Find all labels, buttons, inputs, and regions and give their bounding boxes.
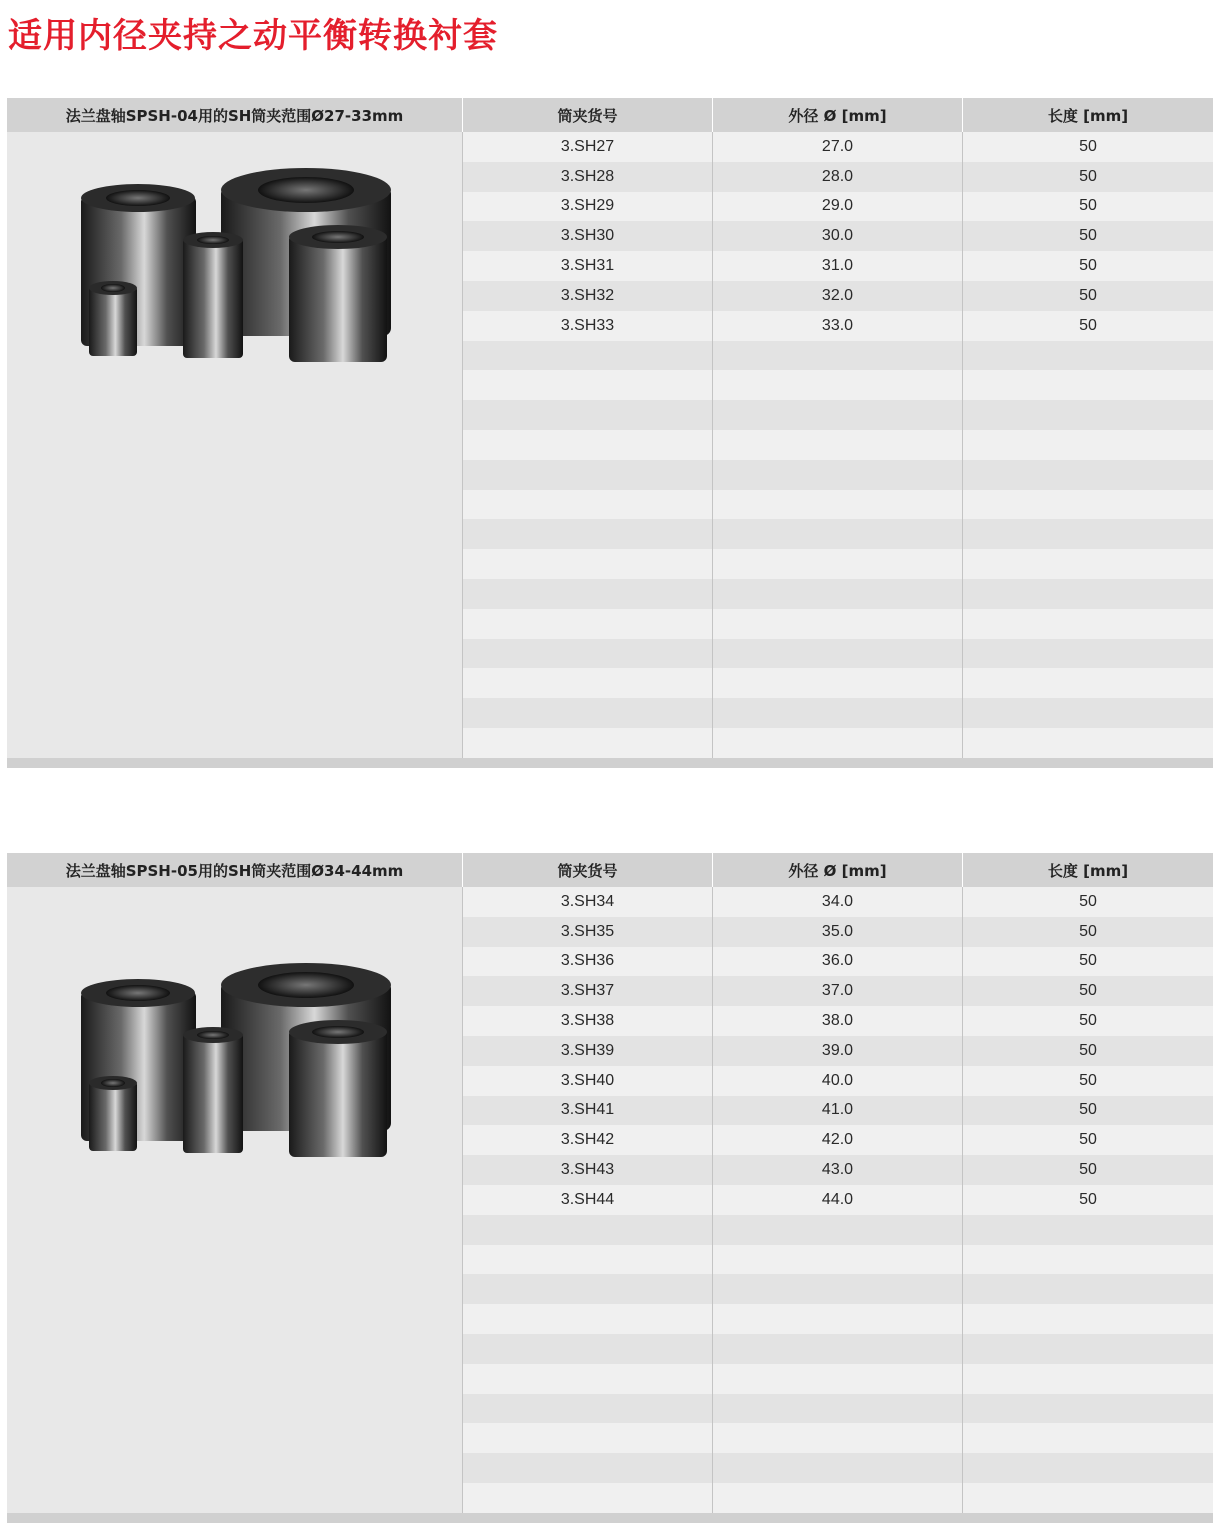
cell-outer-dia <box>713 1334 963 1364</box>
cell-length <box>963 341 1213 371</box>
cell-length <box>963 728 1213 758</box>
cell-outer-dia <box>713 1483 963 1513</box>
table-body <box>463 887 1213 1513</box>
cell-length <box>963 370 1213 400</box>
cell-length <box>963 579 1213 609</box>
cell-part-no <box>463 1304 713 1334</box>
table-row <box>463 192 1213 222</box>
cell-outer-dia: 35.0 <box>713 917 963 947</box>
cell-part-no <box>463 1483 713 1513</box>
cell-length <box>963 1453 1213 1483</box>
cell-part-no <box>463 519 713 549</box>
cell-part-no: 3.SH32 <box>463 281 713 311</box>
cell-part-no <box>463 1334 713 1364</box>
cell-outer-dia: 43.0 <box>713 1155 963 1185</box>
cell-length: 50 <box>1079 1190 1097 1208</box>
table-row <box>463 490 1213 520</box>
cell-part-no <box>463 1423 713 1453</box>
cell-length <box>963 698 1213 728</box>
table-row <box>463 430 1213 460</box>
cell-part-no <box>463 430 713 460</box>
table-row <box>463 1036 1213 1066</box>
table-row <box>463 221 1213 251</box>
cell-part-no: 3.SH42 <box>463 1125 713 1155</box>
collet-sleeves-image <box>71 961 401 1161</box>
cell-length: 50 <box>1079 1012 1097 1030</box>
table-row <box>463 579 1213 609</box>
table-row <box>463 1453 1213 1483</box>
cell-part-no <box>463 1245 713 1275</box>
cell-part-no: 3.SH41 <box>463 1096 713 1126</box>
cell-length <box>963 609 1213 639</box>
cell-length: 50 <box>1079 286 1097 304</box>
cell-length <box>963 549 1213 579</box>
table-row <box>463 281 1213 311</box>
table-row <box>463 162 1213 192</box>
cell-length <box>963 430 1213 460</box>
cell-part-no <box>463 728 713 758</box>
cell-outer-dia: 40.0 <box>713 1066 963 1096</box>
cell-part-no: 3.SH44 <box>463 1185 713 1215</box>
cell-part-no: 3.SH28 <box>463 162 713 192</box>
cell-outer-dia: 27.0 <box>713 132 963 162</box>
table-row <box>463 519 1213 549</box>
cell-length <box>963 1215 1213 1245</box>
table-row <box>463 1364 1213 1394</box>
table-row <box>463 887 1213 917</box>
cell-length <box>963 639 1213 669</box>
table-section-1 <box>7 98 1213 768</box>
cell-outer-dia <box>713 1423 963 1453</box>
cell-part-no: 3.SH29 <box>463 192 713 222</box>
table-row <box>463 698 1213 728</box>
cell-part-no: 3.SH35 <box>463 917 713 947</box>
table-footer-bar <box>7 758 1213 768</box>
cell-outer-dia <box>713 549 963 579</box>
cell-length <box>963 1394 1213 1424</box>
table-row <box>463 976 1213 1006</box>
cell-outer-dia <box>713 668 963 698</box>
table-row <box>463 1125 1213 1155</box>
cell-length <box>963 460 1213 490</box>
cell-length <box>963 1304 1213 1334</box>
cell-length <box>963 519 1213 549</box>
cell-length: 50 <box>1079 982 1097 1000</box>
table-row <box>463 1274 1213 1304</box>
table-row <box>463 1066 1213 1096</box>
cell-length: 50 <box>1079 167 1097 185</box>
cell-outer-dia: 42.0 <box>713 1125 963 1155</box>
cell-outer-dia <box>713 1364 963 1394</box>
cell-length: 50 <box>1079 227 1097 245</box>
image-cell <box>7 887 463 1513</box>
cell-outer-dia <box>713 460 963 490</box>
cell-outer-dia: 38.0 <box>713 1006 963 1036</box>
cell-outer-dia: 29.0 <box>713 192 963 222</box>
cell-part-no <box>463 1364 713 1394</box>
cell-length: 50 <box>1079 892 1097 910</box>
cell-outer-dia: 34.0 <box>713 887 963 917</box>
cell-outer-dia <box>713 609 963 639</box>
table-section-2 <box>7 853 1213 1523</box>
cell-part-no <box>463 1215 713 1245</box>
cell-part-no: 3.SH33 <box>463 311 713 341</box>
cell-length <box>963 1334 1213 1364</box>
cell-length <box>963 1274 1213 1304</box>
table-row <box>463 1334 1213 1364</box>
cell-outer-dia <box>713 579 963 609</box>
cell-part-no: 3.SH37 <box>463 976 713 1006</box>
cell-part-no <box>463 490 713 520</box>
table-row <box>463 1483 1213 1513</box>
cell-part-no: 3.SH27 <box>463 132 713 162</box>
cell-outer-dia: 28.0 <box>713 162 963 192</box>
cell-part-no <box>463 1394 713 1424</box>
table-row <box>463 917 1213 947</box>
cell-outer-dia: 33.0 <box>713 311 963 341</box>
table-row <box>463 1215 1213 1245</box>
cell-length <box>963 1423 1213 1453</box>
cell-part-no: 3.SH38 <box>463 1006 713 1036</box>
page-title: 适用内径夹持之动平衡转换衬套 <box>8 16 498 56</box>
cell-length <box>963 668 1213 698</box>
cell-outer-dia: 30.0 <box>713 221 963 251</box>
table-header <box>7 98 1213 132</box>
cell-outer-dia <box>713 430 963 460</box>
cell-part-no <box>463 668 713 698</box>
cell-length: 50 <box>1079 1041 1097 1059</box>
cell-outer-dia: 36.0 <box>713 947 963 977</box>
cell-length: 50 <box>1079 1071 1097 1089</box>
cell-length: 50 <box>1079 137 1097 155</box>
cell-outer-dia <box>713 400 963 430</box>
table-row <box>463 639 1213 669</box>
cell-outer-dia <box>713 1394 963 1424</box>
col-header-part-no: 筒夹货号 <box>463 98 713 132</box>
table-row <box>463 132 1213 162</box>
cell-outer-dia <box>713 490 963 520</box>
table-row <box>463 370 1213 400</box>
cell-part-no <box>463 698 713 728</box>
col-header-length: 长度 [mm] <box>1047 106 1129 125</box>
table-row <box>463 728 1213 758</box>
table-row <box>463 251 1213 281</box>
table-header <box>7 853 1213 887</box>
cell-part-no: 3.SH30 <box>463 221 713 251</box>
cell-length <box>963 1245 1213 1275</box>
table-row <box>463 311 1213 341</box>
cell-part-no: 3.SH40 <box>463 1066 713 1096</box>
cell-length <box>963 1364 1213 1394</box>
cell-part-no <box>463 400 713 430</box>
table-row <box>463 341 1213 371</box>
col-header-part-no: 筒夹货号 <box>463 853 713 887</box>
table-row <box>463 1245 1213 1275</box>
cell-length: 50 <box>1079 316 1097 334</box>
col-header-outer-dia: 外径 Ø [mm] <box>713 853 963 887</box>
table-row <box>463 609 1213 639</box>
cell-outer-dia <box>713 519 963 549</box>
collet-sleeves-image <box>71 166 401 366</box>
section-title: 法兰盘轴SPSH-04用的SH筒夹范围Ø27-33mm <box>7 98 463 132</box>
cell-part-no: 3.SH43 <box>463 1155 713 1185</box>
cell-length: 50 <box>1079 952 1097 970</box>
cell-outer-dia <box>713 1215 963 1245</box>
cell-outer-dia <box>713 1245 963 1275</box>
table-row <box>463 1185 1213 1215</box>
image-cell <box>7 132 463 758</box>
cell-outer-dia <box>713 341 963 371</box>
cell-length: 50 <box>1079 257 1097 275</box>
cell-outer-dia <box>713 1453 963 1483</box>
cell-outer-dia: 31.0 <box>713 251 963 281</box>
cell-part-no <box>463 579 713 609</box>
cell-part-no: 3.SH31 <box>463 251 713 281</box>
table-row <box>463 1304 1213 1334</box>
table-row <box>463 1155 1213 1185</box>
cell-outer-dia <box>713 639 963 669</box>
cell-length: 50 <box>1079 197 1097 215</box>
col-header-length: 长度 [mm] <box>1047 861 1129 880</box>
cell-length: 50 <box>1079 922 1097 940</box>
cell-part-no: 3.SH34 <box>463 887 713 917</box>
cell-outer-dia <box>713 370 963 400</box>
table-row <box>463 668 1213 698</box>
cell-part-no: 3.SH36 <box>463 947 713 977</box>
section-title: 法兰盘轴SPSH-05用的SH筒夹范围Ø34-44mm <box>7 853 463 887</box>
cell-part-no <box>463 460 713 490</box>
table-row <box>463 1006 1213 1036</box>
cell-length: 50 <box>1079 1131 1097 1149</box>
cell-outer-dia <box>713 698 963 728</box>
table-row <box>463 1394 1213 1424</box>
cell-outer-dia: 32.0 <box>713 281 963 311</box>
cell-outer-dia <box>713 728 963 758</box>
cell-length: 50 <box>1079 1101 1097 1119</box>
cell-part-no <box>463 639 713 669</box>
col-header-outer-dia: 外径 Ø [mm] <box>713 98 963 132</box>
cell-length <box>963 490 1213 520</box>
cell-length <box>963 1483 1213 1513</box>
cell-part-no <box>463 609 713 639</box>
table-row <box>463 400 1213 430</box>
cell-part-no <box>463 1274 713 1304</box>
table-row <box>463 460 1213 490</box>
cell-outer-dia: 39.0 <box>713 1036 963 1066</box>
cell-part-no <box>463 549 713 579</box>
table-row <box>463 1423 1213 1453</box>
cell-length: 50 <box>1079 1161 1097 1179</box>
table-body <box>463 132 1213 758</box>
table-row <box>463 947 1213 977</box>
cell-outer-dia: 44.0 <box>713 1185 963 1215</box>
table-row <box>463 549 1213 579</box>
cell-length <box>963 400 1213 430</box>
cell-outer-dia: 37.0 <box>713 976 963 1006</box>
cell-part-no <box>463 1453 713 1483</box>
cell-part-no <box>463 341 713 371</box>
cell-part-no: 3.SH39 <box>463 1036 713 1066</box>
cell-outer-dia: 41.0 <box>713 1096 963 1126</box>
cell-part-no <box>463 370 713 400</box>
cell-outer-dia <box>713 1304 963 1334</box>
cell-outer-dia <box>713 1274 963 1304</box>
table-row <box>463 1096 1213 1126</box>
table-footer-bar <box>7 1513 1213 1523</box>
